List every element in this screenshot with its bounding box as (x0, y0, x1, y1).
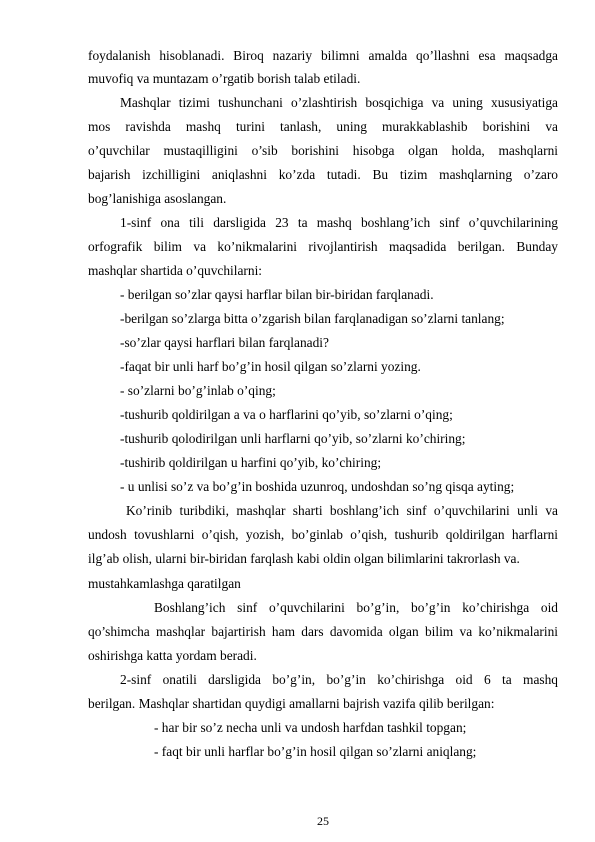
text-line: -tushurib qoldirilgan a va o harflarini qo’yib, so’zlarni o’qing; (120, 407, 453, 422)
text-line: -faqat bir unli harf bo’g’in hosil qilgan so’zlarni yozing. (120, 359, 421, 374)
text-line: bajarish izchilligini aniqlashni ko’zda tutadi. Bu tizim mashqlarning o’zaro (88, 167, 558, 182)
text-line: Boshlang’ich sinf o’quvchilarini bo’g’in, bo’g’in ko’chirishga oid (154, 600, 558, 615)
text-line: - u unlisi so’z va bo’g’in boshida uzunroq, undoshdan so’ng qisqa ayting; (120, 479, 515, 494)
text-line: foydalanish hisoblanadi. Biroq nazariy bilimni amalda qo’llashni esa maqsadga (88, 48, 558, 63)
text-line: o’quvchilar mustaqilligini o’sib borishini hisobga olgan holda, mashqlarni (88, 143, 558, 158)
text-line: -tushirib qoldirilgan u harfini qo’yib, ko’chiring; (120, 455, 382, 470)
text-line: -so’zlar qaysi harflari bilan farqlanadi? (120, 335, 329, 350)
text-line: undosh tovushlarni o’qish, yozish, bo’ginlab o’qish, tushurib qoldirilgan harflarni (88, 527, 558, 542)
text-line: berilgan. Mashqlar shartidan quydigi amallarni bajrish vazifa qilib berilgan: (88, 696, 495, 711)
page-number: 25 (317, 814, 329, 828)
text-line: -berilgan so’zlarga bitta o’zgarish bilan farqlanadigan so’zlarni tanlang; (120, 311, 505, 326)
text-line: mustahkamlashga qaratilgan (88, 576, 241, 591)
text-line: Mashqlar tizimi tushunchani o’zlashtirish bosqichiga va uning xususiyatiga (120, 95, 558, 110)
text-line: qo’shimcha mashqlar bajartirish ham dars davomida olgan bilim va ko’nikmalarini (88, 624, 558, 639)
text-line: - faqt bir unli harflar bo’g’in hosil qilgan so’zlarni aniqlang; (154, 744, 477, 759)
text-line: 1-sinf ona tili darsligida 23 ta mashq boshlang’ich sinf o’quvchilarining (120, 215, 558, 230)
text-line: mos ravishda mashq turini tanlash, uning murakkablashib borishini va (88, 119, 558, 134)
text-line: orfografik bilim va ko’nikmalarini rivojlantirish maqsadida berilgan. Bunday (88, 239, 558, 254)
text-line: mashqlar shartida o’quvchilarni: (88, 263, 263, 278)
text-line: bog’lanishiga asoslangan. (88, 191, 227, 206)
text-line: -tushurib qolodirilgan unli harflarni qo’yib, so’zlarni ko’chiring; (120, 431, 466, 446)
text-line: - berilgan so’zlar qaysi harflar bilan bir-biridan farqlanadi. (120, 287, 434, 302)
text-line: Ko’rinib turibdiki, mashqlar sharti boshlang’ich sinf o’quvchilarini unli va (126, 503, 558, 518)
text-line: oshirishga katta yordam beradi. (88, 648, 257, 663)
text-line: - so’zlarni bo’g’inlab o’qing; (120, 383, 276, 398)
text-line: 2-sinf onatili darsligida bo’g’in, bo’g’in ko’chirishga oid 6 ta mashq (120, 672, 558, 687)
text-line: ilg’ab olish, ularni bir-biridan farqlash kabi oldin olgan bilimlarini takrorlash va. (88, 551, 520, 566)
text-line: muvofiq va muntazam o’rgatib borish talab etiladi. (88, 71, 361, 86)
text-line: - har bir so’z necha unli va undosh harfdan tashkil topgan; (154, 720, 467, 735)
